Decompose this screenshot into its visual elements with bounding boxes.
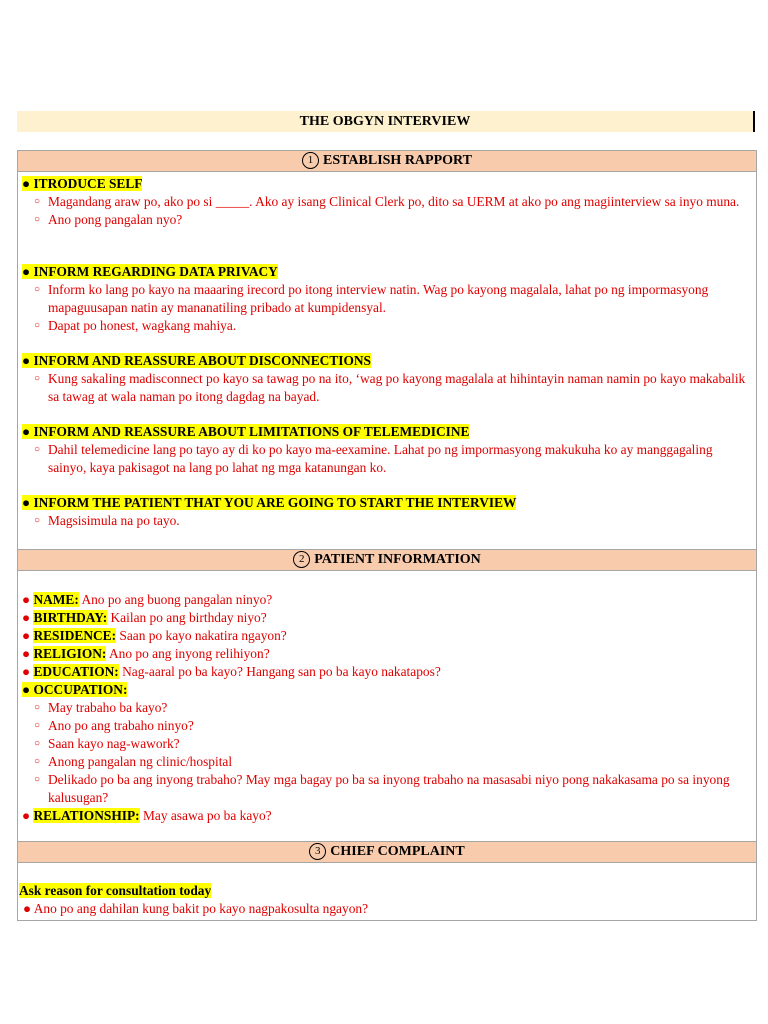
group-heading: ITRODUCE SELF: [33, 176, 143, 191]
group-telemedicine-limitations: [22, 423, 752, 477]
document-title: THE OBGYN INTERVIEW: [17, 111, 755, 132]
group-heading: INFORM AND REASSURE ABOUT DISCONNECTIONS: [33, 353, 372, 368]
bullet-icon: ●: [22, 610, 31, 625]
list-item: Ano po ang dahilan kung bakit po kayo nagpakosulta ngayon?: [33, 901, 369, 916]
list-item: Dapat po honest, wagkang mahiya.: [48, 318, 237, 333]
circle-bullet-icon: ○: [34, 214, 41, 225]
circle-bullet-icon: ○: [34, 284, 41, 295]
section-header-chief-complaint: [17, 841, 757, 863]
circle-bullet-icon: ○: [34, 373, 41, 384]
list-item: Kung sakaling madisconnect po kayo sa tawag po na ito, ‘wag po kayong magalala at hihintayin naman namin po kayo makabalik sa tawag at wala naman po itong dagdag na bayad.: [48, 371, 746, 404]
field-religion: ● RELIGION: Ano po ang inyong relihiyon?: [22, 646, 270, 661]
list-item: Magsisimula na po tayo.: [48, 513, 180, 528]
list-item: Dahil telemedicine lang po tayo ay di ko po kayo ma-eexamine. Lahat po ng impormasyong makukuha ko ay manggagaling sainyo, kaya pakisagot na lang po lahat ng mga katanungan ko.: [48, 442, 713, 475]
bullet-icon: ●: [22, 264, 31, 279]
group-heading: INFORM REGARDING DATA PRIVACY: [33, 264, 278, 279]
bullet-icon: ●: [22, 495, 31, 510]
field-occupation: ● OCCUPATION:: [22, 682, 128, 697]
list-item: Ano po ang trabaho ninyo?: [48, 718, 194, 733]
group-heading: INFORM AND REASSURE ABOUT LIMITATIONS OF TELEMEDICINE: [33, 424, 470, 439]
field-birthday: ● BIRTHDAY: Kailan po ang birthday niyo?: [22, 610, 267, 625]
bullet-icon: ●: [22, 353, 31, 368]
section-body-patient-information: [17, 571, 757, 842]
circled-number-1: 1: [302, 152, 319, 169]
circle-bullet-icon: ○: [34, 444, 41, 455]
list-item: Inform ko lang po kayo na maaaring irecord po itong interview natin. Wag po kayong magalala, lahat po ng impormasyong mapaguusapan natin ay mananatiling pribado at kumpidensyal.: [48, 282, 709, 315]
list-item: Ano pong pangalan nyo?: [48, 212, 183, 227]
bullet-icon: ●: [23, 901, 32, 916]
group-start-interview: [22, 494, 752, 530]
consultation-prompt: Ask reason for consultation today: [19, 883, 212, 898]
section-header-patient-information: [17, 549, 757, 571]
bullet-icon: ●: [22, 664, 31, 679]
circled-number-3: 3: [309, 843, 326, 860]
field-relationship: ● RELATIONSHIP: May asawa po ba kayo?: [22, 808, 272, 823]
section-body-establish-rapport: [17, 172, 757, 550]
bullet-icon: ●: [22, 628, 31, 643]
circle-bullet-icon: ○: [34, 515, 41, 526]
section-title: PATIENT INFORMATION: [314, 552, 481, 567]
section-title: CHIEF COMPLAINT: [330, 844, 465, 859]
circle-bullet-icon: ○: [34, 196, 41, 207]
circle-bullet-icon: ○: [34, 720, 41, 731]
list-item: Saan kayo nag-wawork?: [48, 736, 180, 751]
group-data-privacy: [22, 263, 752, 335]
circled-number-2: 2: [293, 551, 310, 568]
circle-bullet-icon: ○: [34, 738, 41, 749]
section-title: ESTABLISH RAPPORT: [322, 153, 472, 168]
list-item: Anong pangalan ng clinic/hospital: [48, 754, 233, 769]
circle-bullet-icon: ○: [34, 702, 41, 713]
list-item: Magandang araw po, ako po si _____. Ako ay isang Clinical Clerk po, dito sa UERM at ako po ang magiinterview sa inyo muna.: [48, 194, 740, 209]
bullet-icon: ●: [22, 176, 31, 191]
circle-bullet-icon: ○: [34, 320, 41, 331]
circle-bullet-icon: ○: [34, 756, 41, 767]
section-body-chief-complaint: [17, 863, 757, 921]
field-name: ● NAME: Ano po ang buong pangalan ninyo?: [22, 592, 273, 607]
field-residence: ● RESIDENCE: Saan po kayo nakatira ngayon?: [22, 628, 287, 643]
bullet-icon: ●: [22, 808, 31, 823]
group-heading: INFORM THE PATIENT THAT YOU ARE GOING TO START THE INTERVIEW: [33, 495, 517, 510]
section-header-establish-rapport: [17, 150, 757, 172]
field-education: ● EDUCATION: Nag-aaral po ba kayo? Hangang san po ba kayo nakatapos?: [22, 664, 441, 679]
list-item: Delikado po ba ang inyong trabaho? May mga bagay po ba sa inyong trabaho na masasabi niyo pong nakakasama po sa inyong kalusugan?: [48, 772, 730, 805]
list-item: May trabaho ba kayo?: [48, 700, 168, 715]
bullet-icon: ●: [22, 424, 31, 439]
group-disconnections: [22, 352, 752, 406]
bullet-icon: ●: [22, 592, 31, 607]
circle-bullet-icon: ○: [34, 774, 41, 785]
bullet-icon: ●: [22, 646, 31, 661]
bullet-icon: ●: [22, 682, 31, 697]
group-introduce-self: [22, 175, 752, 229]
